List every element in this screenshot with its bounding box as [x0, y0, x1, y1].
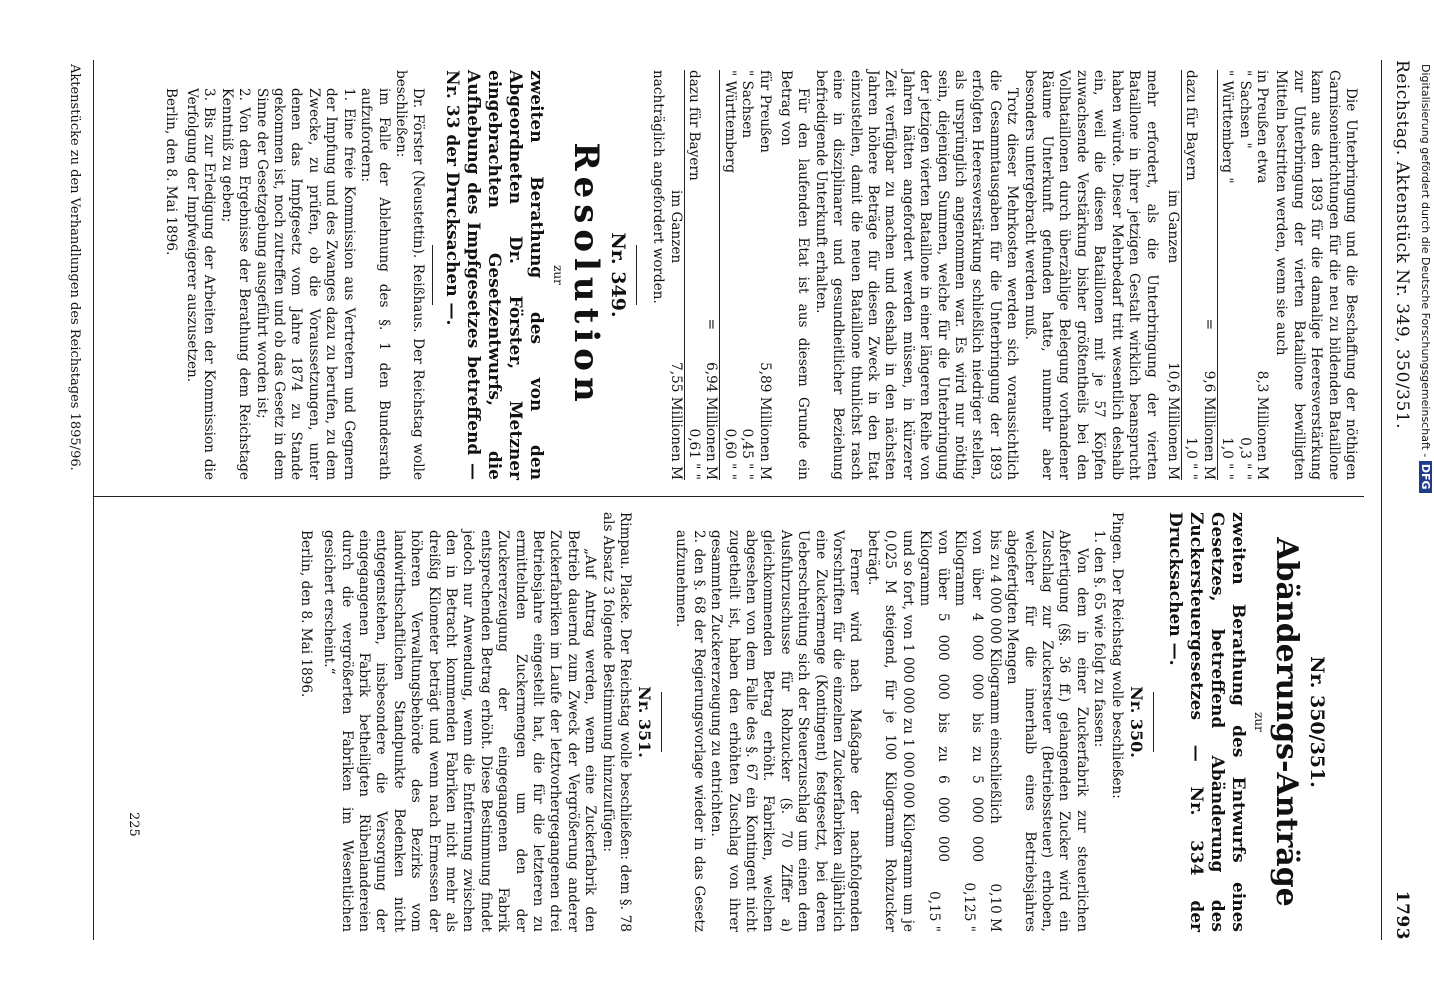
left-column — [161, 70, 1359, 480]
intro-paragraph: Die Unterbringung und die Beschaffung der nöthigen Garnisoneinrichtungen für die neu zu bildenden Bataillone kann aus den 1893 für die damalige Heeresverstärkung zur Unterbringung der vierten Bataillone bewilligten Mitteln bestritten werden, wenn sie auch — [1273, 70, 1359, 480]
table-subtotal: = 6,94 Millionen M — [702, 70, 720, 480]
section-number-350-351: Nr. 350/351. — [1306, 656, 1328, 788]
date-line: Berlin, den 8. Mai 1896. — [162, 88, 179, 256]
section-zur: zur — [550, 265, 565, 285]
table-row: von über 4 000 000 bis zu 5 000 000 Kilogramm 0,125 " — [951, 530, 986, 932]
table-row: " Württemberg 0,60 " " — [721, 70, 738, 480]
paragraph: „Auf Antrag werden, wenn eine Zuckerfabrik den Betrieb dauernd zum Zweck der Vergrößerung anderer Zuckerfabriken im Laufe der letztvorhergegangenen drei Betriebsjahre eingestellt hat, die für die letzteren zu ermittelnden Zuckermengen um den der Zuckererzeugung der eingegangenen Fabrik entsprechenden Betrag erhöht. Diese Bestimmung findet jedoch nur Anwendung, wenn die Entfernung zwischen den in Betracht kommenden Fabriken nicht mehr als dreißig Kilometer beträgt und wenn nach Ermessen der höheren Verwaltungsbehörde des Bezirks vom landwirthschaftlichen Standpunkte Bedenken nicht entgegenstehen, insbesondere die Versorgung der eingegangenen Fabrik betheiligten Rübenlandereien durch die vergrößerten Fabriken im Wesentlichen gesichert erscheint.“ — [321, 530, 599, 932]
table-row: für Preußen 5,89 Millionen M — [756, 70, 773, 480]
dfg-logo: DFG — [1419, 461, 1432, 493]
rate-table — [916, 530, 1003, 932]
section-zur: zur — [1252, 712, 1266, 732]
resolution-title: zweiten Berathung des von den Abgeordneten Dr. Förster, Metzner eingebrachten Gesetzentwurfs, die Aufhebung des Impfgesetzes betreffend — Nr. 33 der Drucksachen —. — [442, 70, 547, 480]
table-row: bis zu 4 000 000 Kilogramm einschließlich 0,10 M — [986, 530, 1003, 932]
section-rule — [661, 692, 662, 752]
section-rule — [432, 245, 433, 305]
motion-case: im Falle der Ablehnung des §. 1 den Bundesrath aufzufordern: — [358, 88, 392, 480]
section-number-349: Nr. 349. — [606, 232, 629, 318]
paragraph: mehr erfordert, als die Unterbringung der vierten Bataillone in ihrer jetzigen Gestalt wirklich beansprucht haben würde. Dieser Mehrbedarf tritt wesentlich deshalb ein, weil die diesen Bataillonen mit je 57 Köpfen zuwachsende Verstärkung bisher größtentheils bei den Vollbataillonen durch überzählige Belegung vorhandener Räume Unterkunft gefunden hatte, nunmehr aber besonders untergebracht werden muß. — [1021, 70, 1160, 480]
table-subtotal: = 9,6 Millionen M — [1199, 70, 1217, 480]
table-row: " Württemberg " 1,0 " " — [1219, 70, 1236, 480]
table-row: dazu für Bayern 1,0 " " — [1183, 70, 1200, 480]
motion-item: 2. Von dem Ergebnisse der Berathung dem Reichstage Kenntniß zu geben; — [218, 88, 253, 480]
table-row: " Sachsen 0,45 " " — [739, 70, 756, 480]
table-total: im Ganzen 10,6 Millionen M — [1164, 70, 1182, 480]
section-heading-amendments: Abänderungs-Anträge — [1269, 537, 1304, 907]
header-rule — [1381, 60, 1382, 940]
column-divider — [94, 496, 1364, 497]
date-line: Berlin, den 8. Mai 1896. — [297, 530, 314, 698]
header-title: Reichstag. Aktenstück Nr. 349, 350/351. — [1392, 60, 1412, 430]
running-header — [1388, 60, 1414, 940]
footer-rule — [93, 60, 94, 940]
paragraph: Trotz dieser Mehrkosten werden sich voraussichtlich die Gesammtausgaben für die Unterbringung der 1893 erfolgten Heeresverstärkung schließlich niedriger stellen, als ursprünglich angenommen war. Es wird nur nöthig sein, diejenigen Summen, welche für die Unterbringung der jetzigen vierten Bataillone in einer längeren Reihe von Jahren hätten angefordert werden müssen, in kürzerer Zeit verfügbar zu machen und deshalb in den nächsten Jahren höhere Beträge für diesen Zweck in den Etat einzustellen, damit die neuen Bataillone thunlichst rasch eine in disziplinarer und gesundheitlicher Beziehung befriedigende Unterkunft erhalten. — [812, 70, 1021, 480]
table-total: im Ganzen 7,55 Millionen M — [666, 70, 684, 480]
motion-item: 1. den §. 65 wie folgt zu fassen: — [1091, 530, 1108, 748]
cost-table-1 — [1164, 70, 1270, 480]
motion-intro: Rimpau. Placke. Der Reichstag wolle beschließen: dem §. 78 als Absatz 3 folgende Bestimmung hinzuzufügen: — [599, 512, 634, 932]
credit-text: Digitalisierung gefördert durch die Deutsche Forschungsgemeinschaft - — [1419, 64, 1432, 458]
page-number: 1793 — [1392, 890, 1412, 940]
motion-intro: Dr. Förster (Neustettin). Reißhaus. Der Reichstag wolle beschließen: — [392, 70, 427, 480]
motion-intro: Pingen. Der Reichstag wolle beschließen: — [1108, 512, 1125, 799]
table-row: in Preußen etwa 8,3 Millionen M — [1253, 70, 1270, 480]
section-number-350: Nr. 350. — [1126, 686, 1146, 758]
table-row: von über 5 000 000 bis zu 6 000 000 Kilogramm 0,15 " — [917, 530, 951, 932]
motion-item: 1. Eine freie Kommission aus Vertretern und Gegnern der Impfung und des Zwanges dazu zu berufen, zu dem Zwecke, zu prüfen, ob die Voraussetzungen, unter denen das Impfgesetz vom Jahre 1874 zu Stande gekommen ist, noch zutreffen und ob das Gesetz in dem Sinne der Gesetzgebung ausgeführt worden ist; — [253, 88, 357, 480]
amendments-title: zweiten Berathung des Entwurfs eines Gesetzes, betreffend Abänderung des Zuckersteuergesetzes — Nr. 334 der Drucksachen —. — [1164, 512, 1248, 932]
paragraph: und so fort, von 1 000 000 zu 1 000 000 Kilogramm um je 0,025 M steigend, für je 100 Kilogramm Rohzucker beträgt. — [864, 530, 916, 932]
right-column — [296, 512, 1359, 932]
paragraph: Für den laufenden Etat ist aus diesem Grunde ein Betrag von — [778, 70, 812, 480]
sheet-number: 225 — [126, 812, 141, 837]
section-number-351: Nr. 351. — [635, 686, 655, 758]
section-rule — [1153, 692, 1154, 752]
table-row: " Sachsen " 0,3 " " — [1236, 70, 1253, 480]
digitization-credit — [1419, 64, 1432, 493]
paragraph: Ferner wird nach Maßgabe der nachfolgenden Vorschriften für die einzelnen Zuckerfabriken alljährlich eine Zuckermenge (Kontingent) festgesetzt, bei deren Ueberschreitung sich der Steuerzuschlag um einen dem Ausfuhrzuschusse für Rohzucker (§. 70 Ziffer a) gleichkommenden Betrag erhöht. Fabriken, welchen abgesehen von dem Falle des §. 67 ein Kontingent nicht zugetheilt ist, haben den erhöhten Zuschlag von ihrer gesammten Zuckererzeugung zu entrichten. — [708, 530, 864, 932]
section-rule — [636, 245, 637, 305]
table-row: dazu für Bayern 0,61 " " — [685, 70, 702, 480]
motion-item: 3. Bis zur Erledigung der Arbeiten der Kommission die Verfolgung der Impfweigerer auszusetzen. — [184, 88, 218, 480]
section-heading-resolution: Resolution — [565, 142, 606, 408]
cost-table-2 — [666, 70, 772, 480]
paragraph: Von dem in einer Zuckerfabrik zur steuerlichen Abfertigung (§§. 36 ff.) gelangenden Zucker wird ein Zuschlag zur Zuckersteuer (Betriebssteuer) erhoben, welcher für die innerhalb eines Betriebsjahres abgefertigten Mengen — [1004, 530, 1090, 932]
footer-note: Aktenstücke zu den Verhandlungen des Reichstages 1895/96. — [67, 64, 82, 471]
paragraph: nachträglich angefordert worden. — [650, 70, 667, 304]
motion-item: 2. den §. 68 der Regierungsvorlage wieder in das Gesetz aufzunehmen. — [673, 530, 707, 932]
